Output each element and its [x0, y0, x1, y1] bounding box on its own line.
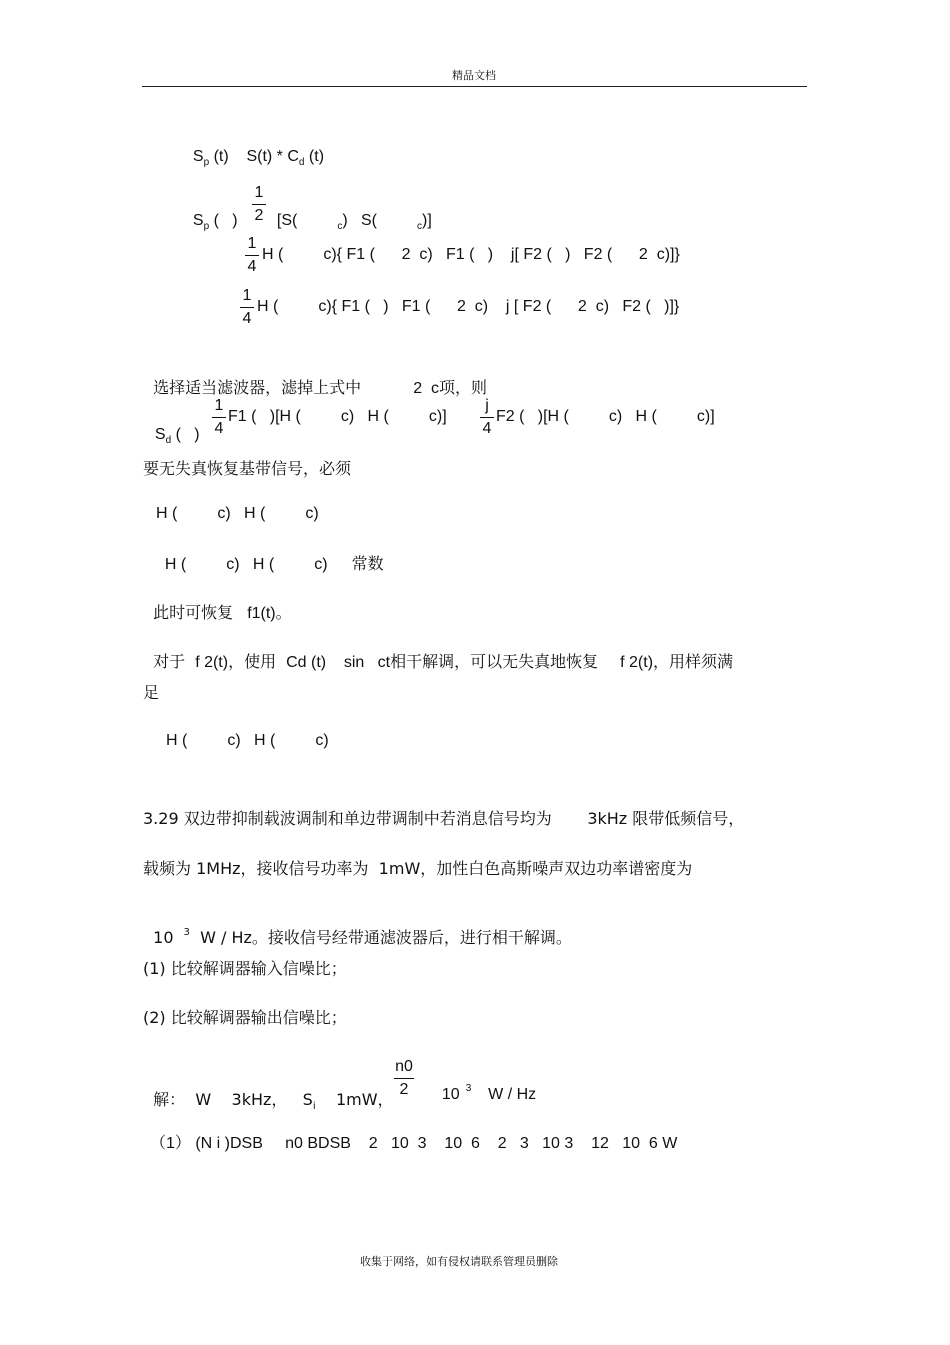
equation-sd: $S_d$ ( ) — [154, 426, 200, 446]
question-line-2: 载频为 1MHz，接收信号功率为 1mW，加性白色高斯噪声双边功率谱密度为 — [143, 859, 693, 878]
fraction-quarter: 1 4 — [240, 286, 254, 329]
equation-sp-omega: $S_p$ ( ) — [192, 212, 238, 232]
fraction-j-quarter: j 4 — [480, 396, 494, 439]
equation-condition-3: H ( c) H ( c) — [166, 732, 329, 749]
question-line-3: 10 $^3$ W / Hz。接收信号经带通滤波器后，进行相干解调。 — [153, 927, 572, 947]
fraction-n0-over-2: n0 2 — [395, 1058, 413, 1098]
paragraph-f2: 对于 f 2(t)，使用 Cd (t) sin ct相干解调，可以无失真地恢复 f 2(t)，用样须满 — [153, 652, 734, 671]
solution-step-1: （1） (N i )DSB n0 BDSB 2 10 3 10 6 2 3 10 3 12 10 6 W — [150, 1135, 678, 1152]
page-header: 精品文档 — [452, 69, 496, 82]
equation-line-4: H ( c){ F1 ( ) F1 ( 2 c) j [ F2 ( 2 c) F2 ( )]} — [257, 298, 680, 315]
fraction-quarter: 1 4 — [245, 234, 259, 277]
equation-line-3: H ( c){ F1 ( 2 c) F1 ( ) j[ F2 ( ) F2 ( 2 c)]} — [262, 246, 680, 263]
header-rule — [142, 86, 807, 87]
fraction-half: 1 2 — [252, 183, 266, 226]
equation-sp-t: $S_p$ (t) $S(t) * C_d$ (t) — [192, 148, 325, 168]
question-item-2: (2) 比较解调器输出信噪比； — [143, 1008, 347, 1027]
page-footer: 收集于网络，如有侵权请联系管理员删除 — [360, 1255, 558, 1268]
solution-given-tail: 10 $^3$ W / Hz — [441, 1083, 537, 1103]
paragraph-f2-cont: 足 — [143, 683, 160, 702]
equation-condition-2: H ( c) H ( c) 常数 — [164, 556, 384, 573]
paragraph-filter: 选择适当滤波器，滤掉上式中 2 c项，则 — [153, 378, 487, 397]
equation-condition-1: H ( c) H ( c) — [156, 505, 319, 522]
equation-sd-term1: F1 ( )[H ( c) H ( c)] — [228, 408, 447, 425]
question-line-1: 3.29 双边带抑制载波调制和单边带调制中若消息信号均为 3kHz 限带低频信号， — [143, 809, 745, 828]
paragraph-recovery: 要无失真恢复基带信号，必须 — [143, 459, 352, 478]
equation-sp-omega-rhs: [S( $_c$) S( $_c$)] — [276, 212, 432, 232]
fraction-quarter: 1 4 — [212, 396, 226, 439]
question-item-1: (1) 比较解调器输入信噪比； — [143, 959, 347, 978]
equation-sd-term2: F2 ( )[H ( c) H ( c)] — [496, 408, 715, 425]
solution-given: 解： W 3kHz， $S_i$ 1mW， — [153, 1090, 394, 1112]
paragraph-f1: 此时可恢复 f1(t)。 — [153, 603, 292, 622]
